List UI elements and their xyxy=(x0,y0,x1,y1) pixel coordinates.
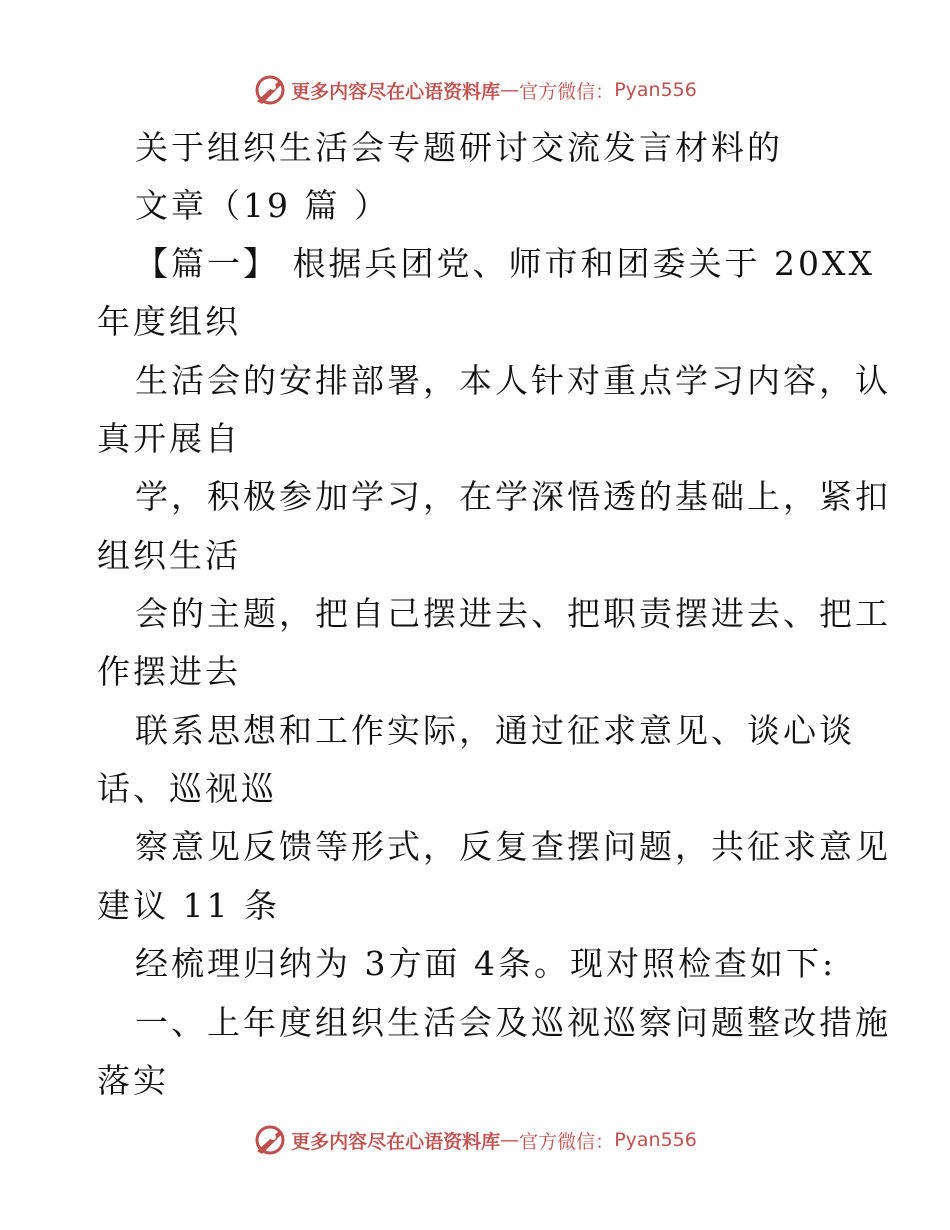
watermark-separator: — xyxy=(500,1129,520,1151)
body-line: 察意见反馈等形式，反复查摆问题，共征求意见 xyxy=(135,827,891,866)
body-line: 真开展自 xyxy=(97,419,241,458)
body-line: 话、巡视巡 xyxy=(97,769,277,808)
watermark-wechat-id: Pyan556 xyxy=(614,79,697,101)
body-line: 会的主题，把自己摆进去、把职责摆进去、把工 xyxy=(135,594,891,633)
body-line: 一、上年度组织生活会及巡视巡察问题整改措施 xyxy=(135,1003,891,1042)
watermark-separator: — xyxy=(500,79,520,101)
body-line: 经梳理归纳为 3方面 4条。现对照检查如下: xyxy=(135,944,837,983)
pen-logo-icon xyxy=(253,1123,287,1157)
body-line: 生活会的安排部署，本人针对重点学习内容，认 xyxy=(135,361,891,400)
watermark-main-text: 更多内容尽在心语资料库 xyxy=(291,1130,501,1153)
body-line: 建议 11 条 xyxy=(97,886,280,925)
body-line: 组织生活 xyxy=(97,536,241,575)
body-line: 落实 xyxy=(97,1061,169,1100)
watermark-main-text: 更多内容尽在心语资料库 xyxy=(291,80,501,103)
watermark-wechat-label: 官方微信： xyxy=(519,1130,615,1153)
body-line: 年度组织 xyxy=(97,302,241,341)
watermark-wechat-id: Pyan556 xyxy=(614,1129,697,1151)
body-line: 【篇一】 根据兵团党、师市和团委关于 20XX xyxy=(135,244,875,283)
body-line: 作摆进去 xyxy=(97,652,241,691)
document-title-line-1: 关于组织生活会专题研讨交流发言材料的 xyxy=(135,128,783,167)
document-title-line-2: 文章（19 篇 ） xyxy=(135,186,390,225)
pen-logo-icon xyxy=(253,73,287,107)
watermark-banner-top xyxy=(0,70,950,110)
body-line: 学，积极参加学习，在学深悟透的基础上，紧扣 xyxy=(135,477,891,516)
watermark-wechat-label: 官方微信： xyxy=(519,80,615,103)
watermark-banner-bottom xyxy=(0,1120,950,1160)
body-line: 联系思想和工作实际，通过征求意见、谈心谈 xyxy=(135,711,855,750)
